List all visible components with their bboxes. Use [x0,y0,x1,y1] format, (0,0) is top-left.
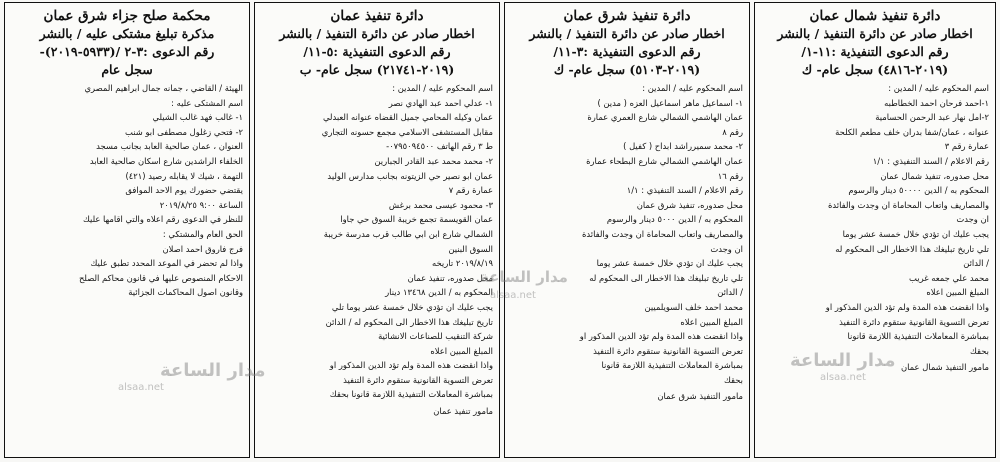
notice-title: دائرة تنفيذ عمان [330,8,424,24]
notice-line: محمد احمد خلف السويلميين [644,301,743,312]
notice-court-summons [4,2,250,458]
notice-line: عمان ابو نصير حي الزيتونه بجانب مدارس الوليد [327,170,493,181]
notice-line: واذا انقضت هذه المدة ولم تؤد الدين المذكور او [329,360,493,371]
notice-line: اسم المحكوم عليه / المدين : [888,83,989,93]
notice-line: ١-احمد فرحان احمد الخطاطبه [884,97,989,108]
case-number-line: رقم الدعوى التنفيذية :٥-١١/ [303,44,451,59]
watermark-text: مدار الساعة [160,360,266,381]
notice-line: عمارة رقم ٧ [448,185,493,196]
notice-line: ١- غالب فهد غالب الشيلي [152,112,243,123]
notice-line: ٢- محمد سميرراشد ابداح ( كفيل ) [623,141,743,152]
notice-line: ان وجدت [710,243,743,254]
notice-line: عمان الهاشمي الشمالي شارع البطحاء عمارة [586,155,743,166]
notice-line: والمصاريف واتعاب المحاماة ان وجدت والفائدة [827,199,989,210]
notice-line: ٢-امل نهار عبد الرحمن الحسامية [875,112,989,123]
notice-east-amman-execution [504,2,750,458]
notice-line: ١- عدلي احمد عبد الهادي نصر [388,97,493,108]
notice-line: عمان وكيله المحامي جميل القضاه عنوانه العبدلي [322,112,493,123]
notice-line: ٢- فتحي زغلول مصطفى ابو شنب [125,126,243,137]
notice-line: العنوان ، عمان صالحية العابد بجانب مسجد [96,141,243,152]
notice-line: الاحكام المنصوص عليها في قانون محاكم الصلح [79,272,243,283]
notice-line: فرج فاروق احمد اصلان [162,243,243,254]
notice-title: دائرة تنفيذ شرق عمان [563,8,691,24]
notice-title: دائرة تنفيذ شمال عمان [809,8,941,24]
notice-line: عنوانه ، عمان/شفا بدران خلف مطعم الكلحة [835,126,989,137]
notice-line: يقتضي حضورك يوم الاحد الموافق [125,185,243,196]
notice-line: المحكوم به / الدين ١٣٤٦٨ دينار [385,287,493,298]
notice-line: بحقك [969,345,989,356]
notice-line: رقم الاعلام / السند التنفيذي : ١/١ [872,155,989,166]
notice-line: والمصاريف واتعاب المحاماة ان وجدت والفائدة [581,228,743,239]
case-register-line: (٢٠١٩-٢١٧٤١) سجل عام- ب [299,62,455,77]
notice-line: ٢- محمد محمد عبد القادر الجبارين [374,155,493,166]
notice-line: مقابل المستشفى الاسلامي مجمع حسونه التجاري [321,126,493,137]
notice-line: عمارة رقم ٣ [944,141,989,152]
notice-body [511,81,743,387]
notice-line: ٢٠١٩/٨/١٩ تاريخه [432,258,493,269]
case-register-line: سجل عام [101,62,153,77]
notice-line: المحكوم به / الدين ٥٠٠٠ دينار والرسوم [606,214,743,225]
notice-line: محل صدوره، تنفيذ عمان [407,272,493,283]
notice-line: المبلغ المبين اعلاه [926,287,989,298]
notice-line: الخلفاء الراشدين شارع اسكان صالحية العابد [89,155,243,166]
notice-subtitle: اخطار صادر عن دائرة التنفيذ / بالنشر [279,26,475,41]
notice-line: رقم ١٦ [717,170,743,181]
notice-body [11,81,243,300]
notice-line: تعرض التسوية القانونية ستقوم دائرة التنفيذ [593,345,743,356]
notice-line: تعرض التسوية القانونية ستقوم دائرة التنفيذ [839,316,989,327]
notice-line: / الدائن [717,287,743,298]
notice-line: واذا انقضت هذه المدة ولم تؤد الدين المذكور او [825,301,989,312]
notice-line: للنظر في الدعوى رقم اعلاه والتي اقامها عليك [82,214,243,225]
notice-line: ط ٣ رقم الهاتف ٠٧٩٥٠٩٤٥٠٠- [386,141,493,152]
notice-title: محكمة صلح جزاء شرق عمان [43,8,211,24]
notice-line: تعرض التسوية القانونية ستقوم دائرة التنفيذ [343,374,493,385]
watermark-url: alsaa.net [118,382,164,393]
notice-line: الشمالي شارع ابن ابي طالب قرب مدرسة خريبة [323,228,493,239]
notice-line: تاريخ تبليغك هذا الاخطار الى المحكوم له / الدائن [325,316,493,327]
case-register-line: (٢٠١٩-٥١٠٣) سجل عام- ك [553,62,701,77]
notice-line: واذا لم تحضر في الموعد المحدد تطبق عليك [90,258,243,269]
notice-body [761,81,989,358]
notice-line: بمباشرة المعاملات التنفيذية اللازمة قانونا [601,360,743,371]
watermark-text: مدار الساعة [480,268,568,286]
watermark-url: alsaa.net [820,372,866,383]
case-number-line: رقم الدعوى التنفيذية :١١-١/ [801,44,949,59]
watermark-text: مدار الساعة [790,350,896,371]
notice-signature: مامور التنفيذ شرق عمان [657,391,743,402]
notice-amman-execution [254,2,500,458]
notice-line: اسم المشتكى عليه : [171,97,243,108]
notice-subtitle: اخطار صادر عن دائرة التنفيذ / بالنشر [777,26,973,41]
notice-line: يجب عليك ان تؤدي خلال خمسة عشر يوما [596,258,743,269]
notice-line: تلي تاريخ تبليغك هذا الاخطار الى المحكوم له [589,272,743,283]
notice-line: يجب عليك ان تؤدي خلال خمسة عشر يوما [842,228,989,239]
notice-line: المبلغ المبين اعلاه [680,316,743,327]
notice-line: اسم المحكوم عليه / المدين : [392,83,493,93]
notice-body [261,81,493,402]
case-number-line: رقم الدعوى :٣-٢ /(٥٩٣٣-٢٠١٩)- [39,44,215,59]
case-number-line: رقم الدعوى التنفيذية :٣-١١/ [553,44,701,59]
notice-line: رقم ٨ [722,126,743,137]
notice-line: محمد علي جمعه غريب [909,272,989,283]
notice-line: التهمة ، شيك لا يقابله رصيد (٤٢١) [125,170,243,181]
notice-line: بحقك [723,374,743,385]
notice-signature: مامور التنفيذ شمال عمان [900,362,989,373]
notice-line: الهيئة / القاضي ، جمانه جمال ابراهيم المصري [84,83,243,93]
notice-line: وقانون اصول المحاكمات الجزائية [128,287,243,298]
notice-line: / الدائن [963,258,989,269]
notice-subtitle: اخطار صادر عن دائرة التنفيذ / بالنشر [529,26,725,41]
notice-line: محل صدوره، تنفيذ شرق عمان [636,199,743,210]
notice-line: ٣- محمود عيسى محمد برغش [388,199,493,210]
notice-line: بمباشرة المعاملات التنفيذية اللازمة قانونا بحقك [329,389,493,400]
notice-line: اسم المحكوم عليه / المدين : [642,83,743,93]
notice-line: رقم الاعلام / السند التنفيذي : ١/١ [626,185,743,196]
notice-line: محل صدوره، تنفيذ شمال عمان [880,170,989,181]
notice-line: عمان الهاشمي الشمالي شارع العمري عمارة [587,112,743,123]
notice-line: يجب عليك ان تؤدي خلال خمسة عشر يوما تلي [331,301,493,312]
notice-line: واذا انقضت هذه المدة ولم تؤد الدين المذكور او [579,331,743,342]
notice-signature: مامور تنفيذ عمان [433,406,493,417]
case-register-line: (٢٠١٩-٤٨١٦) سجل عام- ك [801,62,949,77]
notice-line: الساعة ٩:٠٠ ٢٠١٩/٨/٢٥ [159,199,243,210]
notice-line: الحق العام والمشتكي : [162,228,243,239]
notice-line: شركة التنقيب للصناعات الانشائية [378,331,493,342]
notice-line: ١- اسماعيل ماهر اسماعيل العزه ( مدين ) [597,97,743,108]
notice-line: المبلغ المبين اعلاه [430,345,493,356]
notice-line: عمان القويسمة تجمع خريبة السوق حي جاوا [340,214,493,225]
notice-north-amman-execution [754,2,996,458]
notice-line: بمباشرة المعاملات التنفيذية اللازمة قانونا [847,331,989,342]
notice-line: ان وجدت [956,214,989,225]
notice-line: المحكوم به / الدين ٥٠٠٠٠ دينار والرسوم [848,185,989,196]
watermark-url: alsaa.net [490,290,536,301]
notice-line: تلي تاريخ تبليغك هذا الاخطار الى المحكوم له [835,243,989,254]
notice-line: السوق البنين [448,243,493,254]
notice-subtitle: مذكرة تبليغ مشتكى عليه / بالنشر [39,26,215,41]
